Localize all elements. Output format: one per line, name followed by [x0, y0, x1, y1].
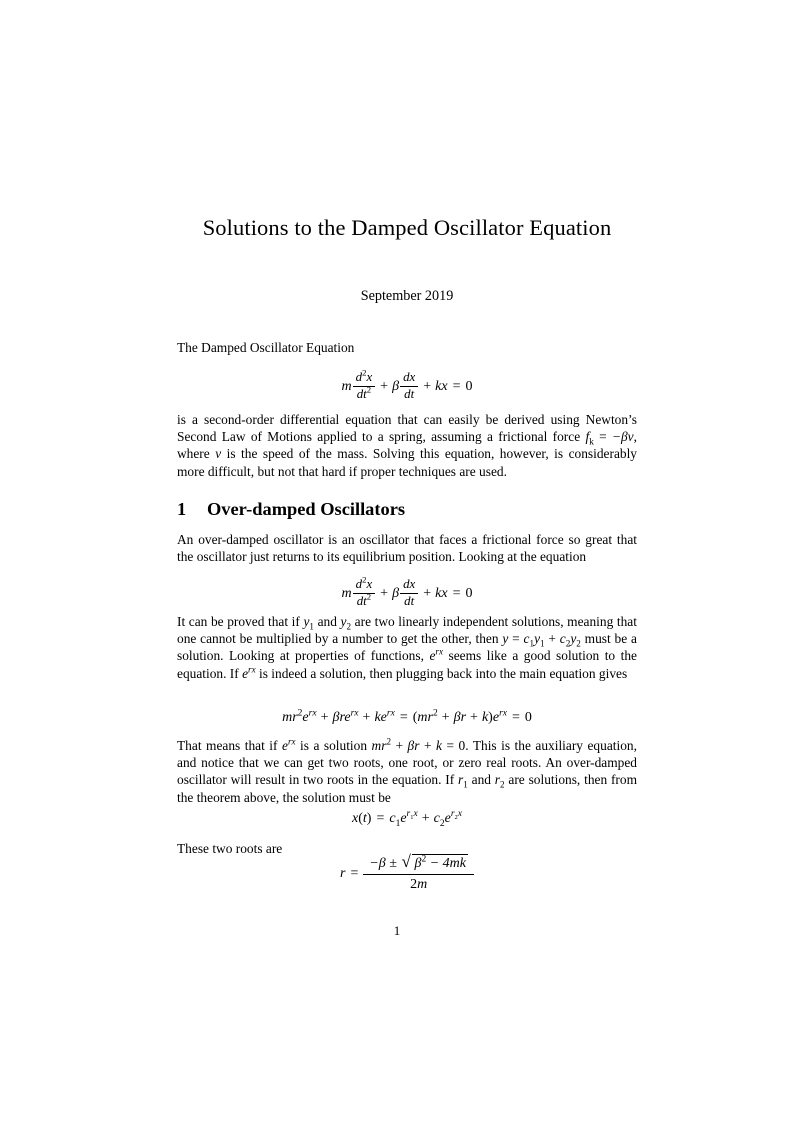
intro-paragraph	[177, 411, 637, 480]
fraction-dx-dt: $\frac{dx}{dt}$	[400, 578, 418, 608]
section-1-paragraph-2	[177, 613, 637, 682]
inline-math-linear-combination: $y = c_1y_1 + c_2y_2$	[502, 631, 581, 649]
inline-math-erx-1: $e^{rx}$	[429, 646, 443, 664]
section-number: 1	[177, 499, 187, 519]
section-title: Over-damped Oscillators	[207, 499, 406, 519]
intro-lead-line: The Damped Oscillator Equation	[177, 340, 355, 355]
roots-lead-line: These two roots are	[177, 841, 283, 856]
p2-part-a: It can be proved that if	[177, 614, 300, 629]
inline-math-y2: $y_2$	[340, 614, 352, 632]
p2-and: and	[317, 614, 337, 629]
p3-part-a: That means that if	[177, 738, 278, 753]
equation-roots-quadratic-formula: r = −β ± √ $\beta^2 - 4mk$ 2m	[177, 854, 637, 894]
inline-math-erx-2: $e^{rx}$	[242, 664, 256, 681]
equation-general-solution: $x(t) = c_1e^{r_1x} + c_2e^{r_2x}$	[351, 809, 462, 829]
square-root: √ $\beta^2 - 4mk$	[401, 851, 466, 871]
inline-math-y1: $y_1$	[303, 614, 314, 632]
fraction-d2x-dt2: $\frac{d^2x}{dt^2}$	[353, 578, 376, 608]
intro-paragraph-tail: is the speed of the mass. Solving this equation, however, is considerably more difficult, but not that hard if proper techniques are used.	[177, 446, 637, 479]
fraction-d2x-dt2: $\frac{d^2x}{dt^2}$	[353, 371, 376, 401]
inline-math-erx-3: $e^{rx}$	[281, 736, 296, 753]
p2-part-e: is indeed a solution, then plugging back into the main equation gives	[259, 665, 628, 681]
p3-part-d: are solutions, then from the theorem above, the solution must be	[177, 772, 637, 805]
fraction-dx-dt: $\frac{dx}{dt}$	[400, 371, 418, 401]
p3-part-b: is a solution	[300, 738, 368, 753]
p2-part-c: must be a solution. Looking at properties of functions,	[177, 631, 637, 664]
intro-paragraph-text: is a second-order differential equation that can easily be derived using Newton’s Second Law of Motions applied to a spring, assuming a frictional force	[177, 412, 637, 445]
fraction-quadratic-formula: −β ± √ $\beta^2 - 4mk$ 2m	[363, 854, 474, 894]
p2-part-b: are two linearly independent solutions, meaning that one cannot be multiplied by a number to get the other, then	[177, 614, 637, 647]
section-1-paragraph-1: An over-damped oscillator is an oscillator that faces a frictional force so great that the oscillator just returns to its equilibrium position. Looking at the equation	[177, 532, 637, 565]
inline-math-auxiliary-equation: $mr^2 + \beta r + k = 0$	[371, 736, 466, 753]
document-date: September 2019	[360, 288, 454, 304]
inline-math-r1: $r_1$	[458, 772, 468, 791]
inline-math-r2: $r_2$	[494, 772, 505, 791]
p3-part-c: . This is the auxiliary equation, and notice that we can get two roots, one root, or zero real roots. An over-damped oscillator will result in two roots in the equation. If	[177, 738, 637, 788]
document-title: Solutions to the Damped Oscillator Equation	[202, 215, 612, 240]
page-number: 1	[393, 923, 401, 938]
section-heading-1	[177, 498, 637, 520]
equation-damped-oscillator-1: m $\frac{d^2x}{dt^2}$ + β $\frac{dx}{dt}$ + kx = 0	[341, 368, 473, 401]
p3-and: and	[471, 772, 491, 788]
inline-math-v: v	[215, 446, 222, 462]
equation-damped-oscillator-2: m $\frac{d^2x}{dt^2}$ + β $\frac{dx}{dt}$ + kx = 0	[341, 575, 473, 608]
section-1-paragraph-3	[177, 737, 637, 806]
intro-paragraph-cont: , where	[177, 429, 637, 462]
p2-part-d: seems like a good solution to the equation. If	[177, 648, 637, 681]
equation-auxiliary-expansion: $mr^2e^{rx} + \beta re^{rx} + ke^{rx} = (mr^2 + \beta r + k)e^{rx} = 0$	[282, 708, 532, 725]
inline-math-friction-force: $f_k = -\beta v$	[585, 429, 634, 447]
